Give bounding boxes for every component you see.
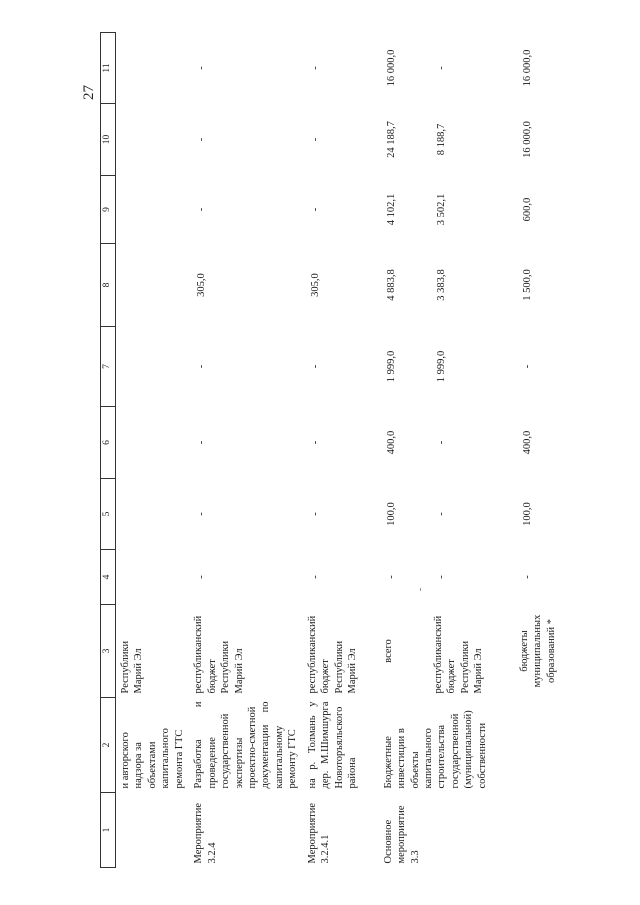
measure-cell [515,793,585,868]
description-cell: и авторского надзора за объектами капитального ремонта ГТС [120,728,185,789]
table-row [515,33,585,868]
source-cell: бюджеты муниципальных образований * [518,614,557,688]
header-cell-7: 7 [101,327,116,407]
header-cell-8: 8 [101,244,116,327]
source-cell: республиканский бюджет Республики Марий Эл [193,615,245,694]
source-cell: республиканский бюджет Республики Марий Эл [306,615,358,694]
value-cell-10: - [196,137,208,142]
description-cell: Разработка и проведение государственной экспертизы проектно-сметной документации по капитальному ремонту ГТС [193,701,299,789]
measure-cell [429,793,515,868]
value-cell-11: - [196,66,208,70]
measure-cell [116,793,190,868]
value-cell-11: 16 000,0 [385,49,397,87]
header-cell-2: 2 [101,698,116,793]
value-cell-8 [116,244,190,327]
value-cell-6: - [309,440,321,445]
value-cell-6: 400,0 [521,430,533,455]
measure-cell: Мероприятие 3.2.4 [193,802,218,864]
measure-cell: Основное мероприятие 3.3 [382,805,421,864]
measure-cell: Мероприятие 3.2.4.1 [306,802,332,864]
value-cell-9 [116,176,190,244]
value-cell-5: - [435,512,447,516]
value-cell-5: 100,0 [385,502,397,526]
value-cell-6: 400,0 [385,430,397,455]
value-cell-8: 1 500,0 [521,269,533,301]
value-cell-10: - [309,137,321,142]
value-cell-11: 16 000,0 [521,49,533,87]
value-cell-4: - [196,575,208,579]
source-cell: всего [382,639,394,663]
value-cell-9: - [196,207,208,212]
rotated-page [100,49,635,868]
value-cell-10: 16 000,0 [521,121,533,158]
scan-artifact [420,588,421,591]
table-row [379,33,429,868]
value-cell-10: 24 188,7 [385,121,397,158]
value-cell-6: - [435,440,447,445]
budget-table [100,32,585,868]
value-cell-4: - [435,575,447,579]
value-cell-7: - [521,364,533,369]
description-cell [515,698,585,793]
value-cell-4: - [521,575,533,579]
header-cell-11: 11 [101,33,116,104]
header-cell-9: 9 [101,176,116,244]
page-number: 27 [81,85,97,100]
value-cell-7: 1 999,0 [435,350,447,383]
value-cell-10 [116,104,190,176]
value-cell-8: 3 383,8 [435,269,447,301]
description-cell: на р. Толмань у дер. М.Шимшурга Новоторъяльского района [306,701,358,789]
value-cell-5: - [196,512,208,516]
table-row [189,33,303,868]
value-cell-11: - [309,66,321,70]
value-cell-8: 4 883,8 [385,269,397,301]
header-cell-10: 10 [101,104,116,176]
header-cell-1: 1 [101,793,116,868]
value-cell-6 [116,407,190,479]
value-cell-7: - [196,364,208,369]
value-cell-4: - [385,575,397,579]
value-cell-8: 305,0 [196,273,208,297]
header-cell-4: 4 [101,550,116,605]
value-cell-7 [116,327,190,407]
header-cell-5: 5 [101,479,116,550]
value-cell-8: 305,0 [309,273,321,297]
source-cell: Республики Марий Эл [120,640,145,694]
header-cell-6: 6 [101,407,116,479]
value-cell-11 [116,33,190,104]
value-cell-9: 600,0 [521,197,533,222]
table-row [303,33,379,868]
value-cell-4: - [309,575,321,579]
description-cell: Бюджетные инвестиции в объекты капитального строительства государственной (муниципальной) собственности [382,710,488,789]
value-cell-5: 100,0 [521,502,533,526]
header-cell-3: 3 [101,605,116,698]
value-cell-6: - [196,440,208,445]
value-cell-10: 8 188,7 [435,123,447,156]
value-cell-4 [116,550,190,605]
value-cell-11: - [435,66,447,70]
table-header-row [101,33,116,868]
table-row [116,33,190,868]
value-cell-7: - [309,364,321,369]
source-cell: республиканский бюджет Республики Марий Эл [432,615,484,694]
value-cell-7: 1 999,0 [385,350,397,383]
value-cell-5: - [309,512,321,516]
value-cell-9: - [309,207,321,212]
value-cell-5 [116,479,190,550]
value-cell-9: 4 102,1 [385,193,397,226]
value-cell-9: 3 502,1 [435,193,447,226]
